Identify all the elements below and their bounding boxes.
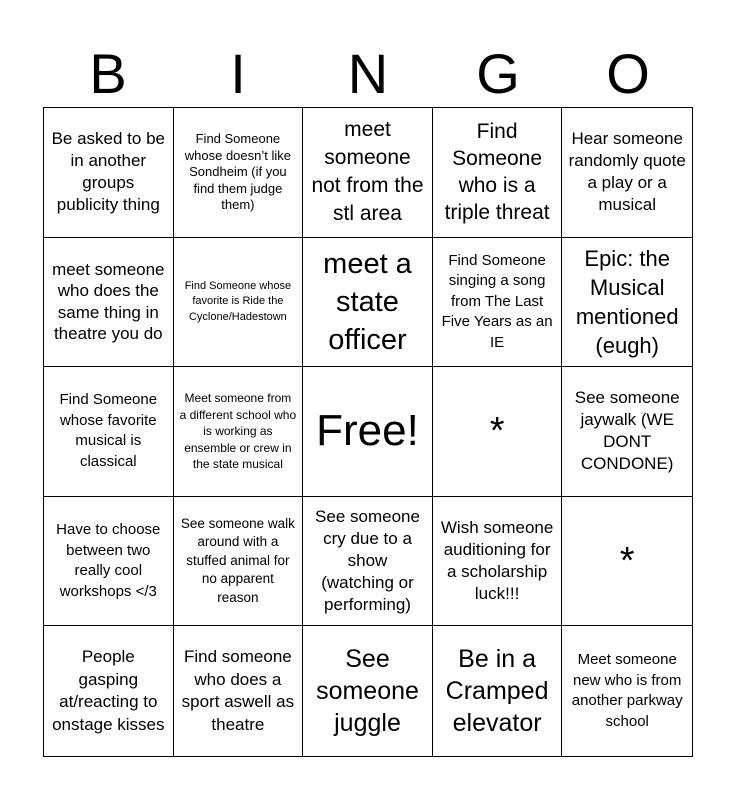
bingo-header <box>43 40 693 108</box>
cell-text: Wish someone auditioning for a scholarship luck!!! <box>440 518 554 604</box>
cell-text: See someone cry due to a show (watching or performing) <box>315 507 420 615</box>
bingo-cell-r4c2[interactable] <box>174 497 304 627</box>
bingo-cell-r1c2[interactable] <box>174 108 304 238</box>
header-letter-b: B <box>89 42 127 105</box>
cell-text: People gasping at/reacting to onstage kisses <box>52 647 165 734</box>
cell-text: Meet someone from a different school who is working as ensemble or crew in the state musical <box>179 391 297 472</box>
cell-text: Have to choose between two really cool workshops </3 <box>56 521 161 600</box>
cell-text: Epic: the Musical mentioned (eugh) <box>575 245 679 358</box>
bingo-cell-r1c4[interactable] <box>433 108 563 238</box>
cell-text: meet someone who does the same thing in theatre you do <box>52 259 165 344</box>
header-letter-g: G <box>476 42 520 105</box>
cell-text: Find Someone whose doesn’t like Sondheim (if you find them judge them) <box>184 131 291 213</box>
cell-text: Be in a Cramped elevator <box>445 645 549 738</box>
cell-text: See someone jaywalk (WE DONT CONDONE) <box>574 388 680 474</box>
bingo-cell-r3c5[interactable] <box>562 367 692 497</box>
bingo-cell-r2c3[interactable] <box>303 238 433 368</box>
bingo-cell-r1c5[interactable] <box>562 108 692 238</box>
cell-text: See someone walk around with a stuffed animal for no apparent reason <box>180 516 295 605</box>
bingo-cell-r5c5[interactable] <box>562 626 692 756</box>
bingo-cell-r1c3[interactable] <box>303 108 433 238</box>
cell-text: Be asked to be in another groups publicity thing <box>51 129 165 215</box>
bingo-cell-r5c3[interactable] <box>303 626 433 756</box>
header-letter-i: I <box>230 42 246 105</box>
cell-text: Find Someone singing a song from The Last Five Years as an IE <box>441 251 553 351</box>
bingo-cell-r3c4[interactable] <box>433 367 563 497</box>
cell-text: Find someone who does a sport aswell as theatre <box>181 647 295 734</box>
bingo-cell-free[interactable] <box>303 367 433 497</box>
bingo-cell-r3c2[interactable] <box>174 367 304 497</box>
bingo-cell-r5c2[interactable] <box>174 626 304 756</box>
header-letter-o: O <box>606 42 650 105</box>
cell-text: Meet someone new who is from another parkway school <box>571 651 683 730</box>
bingo-cell-r2c5[interactable] <box>562 238 692 368</box>
cell-text: Find Someone whose favorite is Ride the Cyclone/Hadestown <box>184 279 292 323</box>
bingo-cell-r5c4[interactable] <box>433 626 563 756</box>
cell-text: See someone juggle <box>316 645 419 738</box>
bingo-cell-r2c1[interactable] <box>44 238 174 368</box>
bingo-cell-r4c5[interactable] <box>562 497 692 627</box>
bingo-cell-r2c4[interactable] <box>433 238 563 368</box>
cell-text: meet someone not from the stl area <box>311 118 424 226</box>
cell-text: meet a state officer <box>323 247 412 356</box>
bingo-cell-r5c1[interactable] <box>44 626 174 756</box>
cell-text: Hear someone randomly quote a play or a musical <box>568 129 686 215</box>
header-letter-n: N <box>347 42 389 105</box>
free-space-label: Free! <box>316 406 419 456</box>
bingo-cell-r3c1[interactable] <box>44 367 174 497</box>
bingo-cell-r4c3[interactable] <box>303 497 433 627</box>
bingo-cell-r1c1[interactable] <box>44 108 174 238</box>
bingo-cell-r4c4[interactable] <box>433 497 563 627</box>
asterisk-mark: * <box>619 540 635 583</box>
asterisk-mark: * <box>489 410 505 453</box>
bingo-grid <box>43 107 693 757</box>
cell-text: Find Someone who is a triple threat <box>444 120 550 225</box>
cell-text: Find Someone whose favorite musical is classical <box>59 391 158 470</box>
bingo-cell-r4c1[interactable] <box>44 497 174 627</box>
bingo-cell-r2c2[interactable] <box>174 238 304 368</box>
